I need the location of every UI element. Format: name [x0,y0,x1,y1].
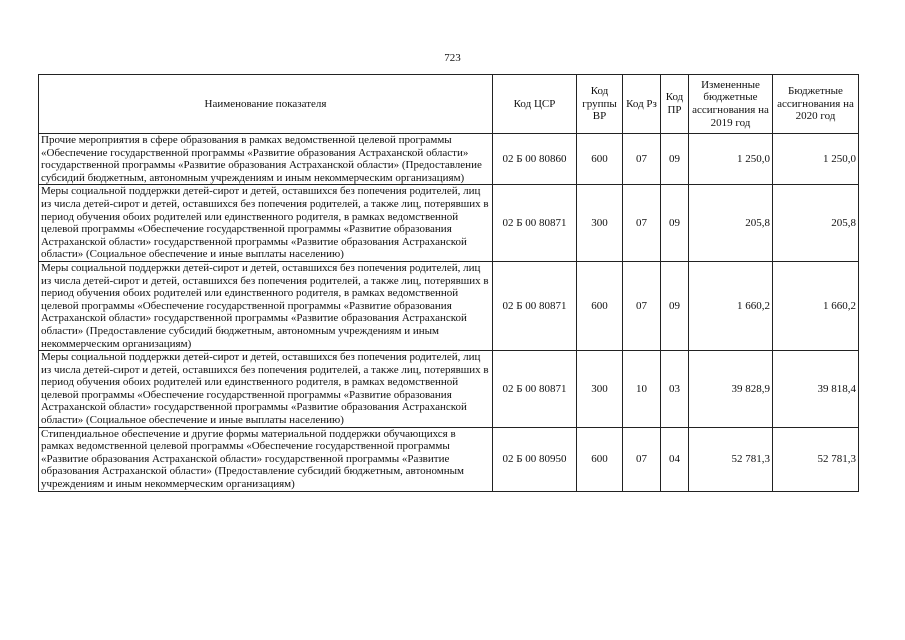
row-2019: 205,8 [689,185,773,262]
row-csr: 02 Б 00 80860 [493,134,577,185]
row-pr: 09 [661,261,689,350]
row-name: Стипендиальное обеспечение и другие формы материальной поддержки обучающихся в рамках ведомственной целевой программы «Обеспечение государственной программы «Развитие образования Астраханской области» государственной программы «Развитие образования Астраханской области» (Предоставление субсидий бюджетным, автономным учреждениям и иным некоммерческим организациям) [39,427,493,491]
row-2020: 1 660,2 [773,261,859,350]
row-vr: 300 [577,185,623,262]
header-pr: Код ПР [661,75,689,134]
row-pr: 09 [661,134,689,185]
row-vr: 600 [577,261,623,350]
row-csr: 02 Б 00 80871 [493,351,577,428]
row-vr: 300 [577,351,623,428]
row-vr: 600 [577,427,623,491]
row-rz: 07 [623,185,661,262]
table-row [39,134,859,185]
header-name: Наименование показателя [39,75,493,134]
row-rz: 10 [623,351,661,428]
row-2020: 39 818,4 [773,351,859,428]
row-rz: 07 [623,427,661,491]
header-2020: Бюджетные ассигнования на 2020 год [773,75,859,134]
row-pr: 04 [661,427,689,491]
row-2019: 52 781,3 [689,427,773,491]
row-pr: 09 [661,185,689,262]
table-row [39,185,859,262]
header-rz: Код Рз [623,75,661,134]
row-csr: 02 Б 00 80950 [493,427,577,491]
row-rz: 07 [623,134,661,185]
row-rz: 07 [623,261,661,350]
page-number: 723 [444,52,461,64]
table-row [39,351,859,428]
row-vr: 600 [577,134,623,185]
header-csr: Код ЦСР [493,75,577,134]
budget-table [38,74,859,492]
row-name: Прочие мероприятия в сфере образования в рамках ведомственной целевой программы «Обеспечение государственной программы «Развитие образования Астраханской области» государственной программы «Развитие образования Астраханской области» (Предоставление субсидий бюджетным, автономным учреждениям и иным некоммерческим организациям) [39,134,493,185]
header-2019: Измененные бюджетные ассигнования на 2019 год [689,75,773,134]
row-pr: 03 [661,351,689,428]
row-2020: 1 250,0 [773,134,859,185]
row-2019: 1 660,2 [689,261,773,350]
row-2020: 205,8 [773,185,859,262]
row-name: Меры социальной поддержки детей-сирот и детей, оставшихся без попечения родителей, лиц из числа детей-сирот и детей, оставшихся без попечения родителей, а также лиц, потерявших в период обучения обоих родителей или единственного родителя, в рамках ведомственной целевой программы «Обеспечение государственной программы «Развитие образования Астраханской области» государственной программы «Развитие образования Астраханской области» (Социальное обеспечение и иные выплаты населению) [39,351,493,428]
row-2019: 39 828,9 [689,351,773,428]
row-name: Меры социальной поддержки детей-сирот и детей, оставшихся без попечения родителей, лиц из числа детей-сирот и детей, оставшихся без попечения родителей, а также лиц, потерявших в период обучения обоих родителей или единственного родителя, в рамках ведомственной целевой программы «Обеспечение государственной программы «Развитие образования Астраханской области» государственной программы «Развитие образования Астраханской области» (Социальное обеспечение и иные выплаты населению) [39,185,493,262]
row-csr: 02 Б 00 80871 [493,261,577,350]
row-csr: 02 Б 00 80871 [493,185,577,262]
header-vr: Код группы ВР [577,75,623,134]
row-name: Меры социальной поддержки детей-сирот и детей, оставшихся без попечения родителей, лиц из числа детей-сирот и детей, оставшихся без попечения родителей, а также лиц, потерявших в период обучения обоих родителей или единственного родителя, в рамках ведомственной целевой программы «Обеспечение государственной программы «Развитие образования Астраханской области» государственной программы «Развитие образования Астраханской области» (Предоставление субсидий бюджетным, автономным учреждениям и иным некоммерческим организациям) [39,261,493,350]
header-row [39,75,859,134]
row-2020: 52 781,3 [773,427,859,491]
table-row [39,427,859,491]
row-2019: 1 250,0 [689,134,773,185]
table-row [39,261,859,350]
